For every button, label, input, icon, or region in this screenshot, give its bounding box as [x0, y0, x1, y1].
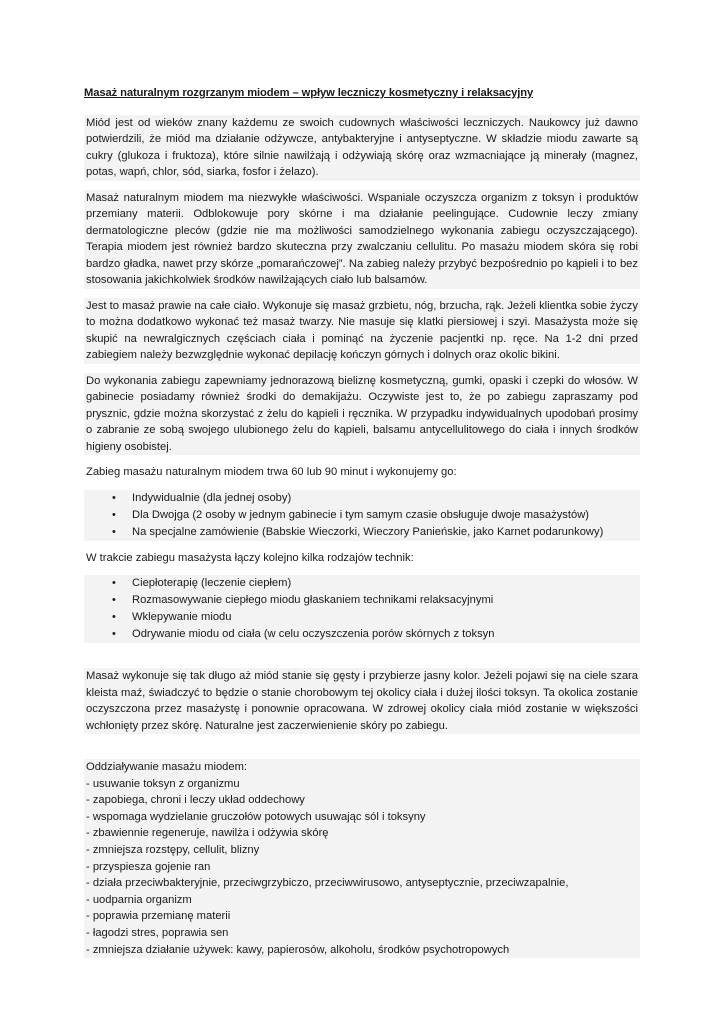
list-item: • Wklepywanie miodu [112, 609, 640, 626]
list-item: - poprawia przemianę materii [86, 910, 231, 923]
list-item: • Na specjalne zamówienie (Babskie Wieczorki, Wieczory Panieńskie, jako Karnet podarunkowy) [112, 524, 640, 541]
list-item: - zapobiega, chroni i leczy układ oddechowy [86, 794, 305, 807]
paragraph-properties: Masaż naturalnym miodem ma niezwykłe właściwości. Wspaniale oczyszcza organizm z toksyn i produktów przemiany materii. Odblokowuje pory skórne i ma działanie peelingujące. Cudownie leczy zmiany dermatologiczne pleców (gdzie nie ma możliwości samodzielnego wykonania zabiegu oczyszczającego). Terapia miodem jest również bardzo skuteczna przy zwalczaniu cellulitu. Po masażu miodem skóra się robi bardzo gładka, nawet przy skórze „pomarańczowej”. Na zabieg należy przybyć bezpośrednio po kąpieli i to bez stosowania jakichkolwiek środków nawilżających ciało lub balsamów. [84, 190, 640, 289]
list-item: - przyspiesza gojenie ran [86, 860, 211, 873]
options-list [84, 490, 640, 541]
bullet-icon: • [112, 577, 116, 590]
bullet-icon: • [112, 508, 116, 521]
bullet-icon: • [112, 525, 116, 538]
list-item: • Rozmasowywanie ciepłego miodu głaskaniem technikami relaksacyjnymi [112, 592, 640, 609]
list-item: • Odrywanie miodu od ciała (w celu oczyszczenia porów skórnych z toksyn [112, 626, 640, 643]
effects-heading: Oddziaływanie masażu miodem: [86, 761, 248, 774]
list-item: - wspomaga wydzielanie gruczołów potowych usuwając sól i toksyny [86, 810, 426, 823]
bullet-icon: • [112, 628, 116, 641]
list-item: - łagodzi stres, poprawia sen [86, 926, 229, 939]
paragraph-techniques-intro: W trakcie zabiegu masażysta łączy kolejno kilka rodzajów technik: [86, 551, 414, 564]
paragraph-intro: Miód jest od wieków znany każdemu ze swoich cudownych właściwości leczniczych. Naukowcy już dawno potwierdzili, że miód ma działanie odżywcze, antybakteryjne i antyseptyczne. W składzie miodu zawarte są cukry (glukoza i fruktoza), które silnie nawilżają i odżywiają skórę oraz wzmacniające ją minerały (magnez, potas, wapń, chlor, sód, siarka, fosfor i żelazo). [84, 115, 640, 181]
list-item: - usuwanie toksyn z organizmu [86, 777, 240, 790]
list-item: - zmniejsza rozstępy, cellulit, blizny [86, 843, 260, 856]
list-item: • Ciepłoterapię (leczenie ciepłem) [112, 575, 640, 592]
bullet-icon: • [112, 611, 116, 624]
list-item: - zbawiennie regeneruje, nawilża i odżywia skórę [86, 827, 329, 840]
bullet-icon: • [112, 491, 116, 504]
effects-section [84, 759, 640, 958]
list-item: - uodparnia organizm [86, 893, 192, 906]
list-item: • Dla Dwojga (2 osoby w jednym gabinecie i tym samym czasie obsługuje dwoje masażystów) [112, 507, 640, 524]
document-title: Masaż naturalnym rozgrzanym miodem – wpływ leczniczy kosmetyczny i relaksacyjny [84, 87, 534, 99]
paragraph-amenities: Do wykonania zabiegu zapewniamy jednorazową bieliznę kosmetyczną, gumki, opaski i czepki do włosów. W gabinecie posiadamy również środki do demakijażu. Oczywiste jest to, że po zabiegu zapraszamy pod prysznic, gdzie można skorzystać z żelu do kąpieli i ręcznika. W przypadku indywidualnych upodobań prosimy o zabranie ze sobą swojego ulubionego żelu do kąpieli, balsamu antycellulitowego do ciała i innych środków higieny osobistej. [84, 373, 640, 456]
paragraph-duration: Zabieg masażu naturalnym miodem trwa 60 lub 90 minut i wykonujemy go: [86, 466, 457, 479]
paragraph-procedure: Masaż wykonuje się tak długo aż miód stanie się gęsty i przybierze jasny kolor. Jeżeli pojawi się na ciele szara kleista maź, świadczyć to będzie o stanie chorobowym tej okolicy ciała i dużej ilości toksyn. Ta okolica zostanie oczyszczona przez masażystę i ponownie opracowana. W zdrowej okolicy ciała miód zostanie w większości wchłonięty przez skórę. Naturalne jest zaczerwienienie skóry po zabiegu. [84, 668, 640, 734]
effects-list [84, 776, 640, 959]
list-item: • Indywidualnie (dla jednej osoby) [112, 490, 640, 507]
bullet-icon: • [112, 594, 116, 607]
paragraph-body-areas: Jest to masaż prawie na całe ciało. Wykonuje się masaż grzbietu, nóg, brzucha, rąk. Jeżeli klientka sobie życzy to można dodatkowo wykonać też masaż twarzy. Nie masuje się klatki piersiowej i szyi. Masażysta może się skupić na newralgicznych częściach ciała i pominąć na życzenie pacjentki np. ręce. Na 1-2 dni przed zabiegiem należy bezwzględnie wykonać depilację kończyn górnych i dolnych oraz okolic bikini. [84, 298, 640, 364]
list-item: - działa przeciwbakteryjnie, przeciwgrzybiczo, przeciwwirusowo, antyseptycznie, przeciwzapalnie, [86, 877, 569, 890]
list-item: - zmniejsza działanie używek: kawy, papierosów, alkoholu, środków psychotropowych [86, 943, 510, 956]
techniques-list [84, 575, 640, 643]
